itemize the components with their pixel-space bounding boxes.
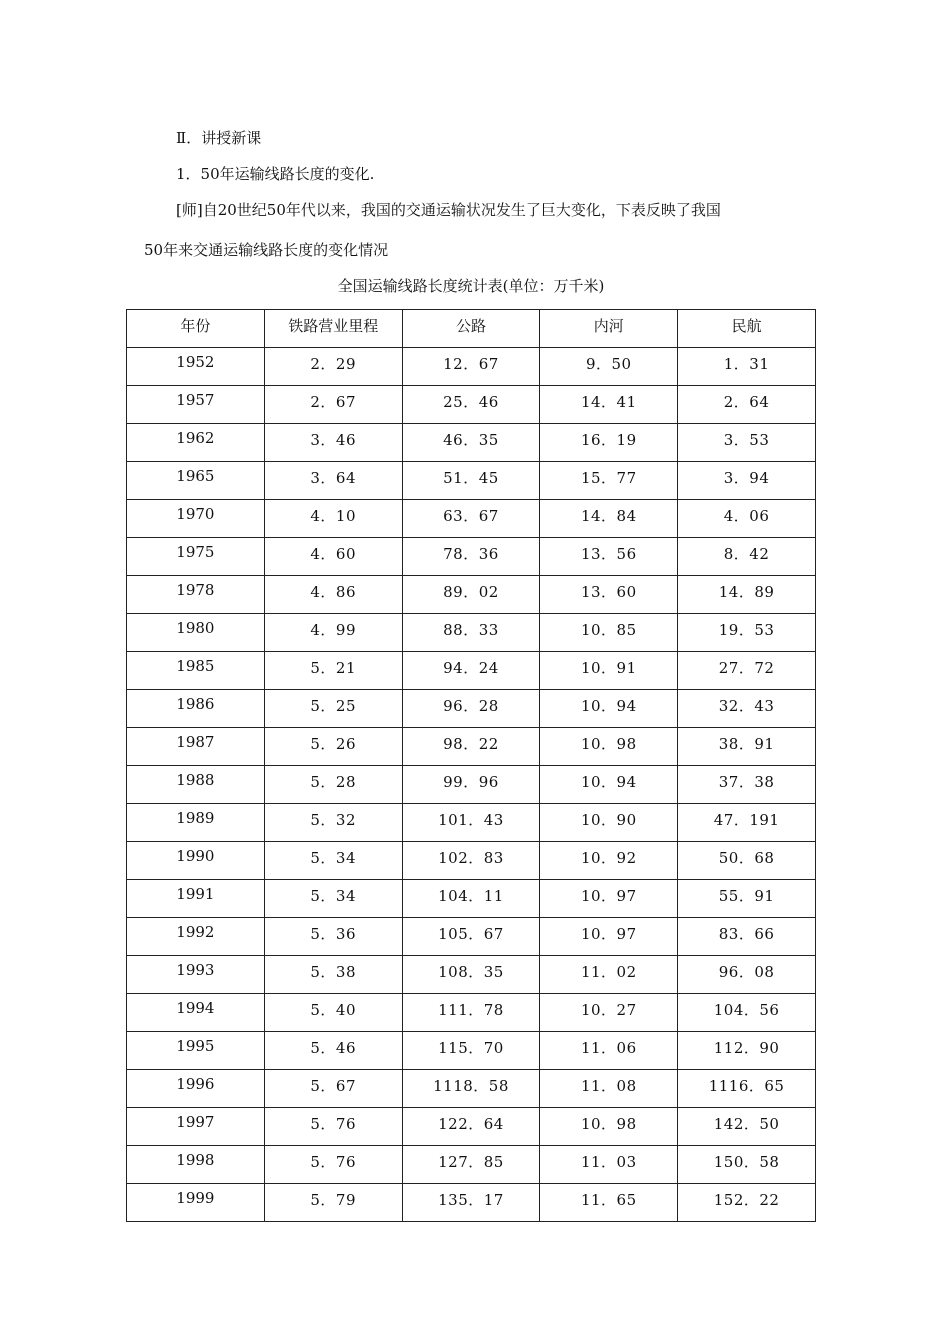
header-year: 年份 xyxy=(127,310,265,348)
highway-cell: 96．28 xyxy=(402,690,540,728)
inland-river-cell: 10．94 xyxy=(540,766,678,804)
civil-aviation-cell: 112．90 xyxy=(678,1032,816,1070)
table-body xyxy=(127,348,816,1222)
year-cell: 1980 xyxy=(127,614,265,652)
header-row xyxy=(127,310,816,348)
inland-river-cell: 13．60 xyxy=(540,576,678,614)
highway-cell: 12．67 xyxy=(402,348,540,386)
year-cell: 1997 xyxy=(127,1108,265,1146)
year-cell: 1957 xyxy=(127,386,265,424)
civil-aviation-cell: 55．91 xyxy=(678,880,816,918)
table-row xyxy=(127,424,816,462)
inland-river-cell: 15．77 xyxy=(540,462,678,500)
inland-river-cell: 10．97 xyxy=(540,880,678,918)
table-row xyxy=(127,652,816,690)
paragraph-line-2: 50年来交通运输线路长度的变化情况 xyxy=(144,241,389,259)
inland-river-cell: 9．50 xyxy=(540,348,678,386)
table-row xyxy=(127,804,816,842)
railway-cell: 5．79 xyxy=(264,1184,402,1222)
civil-aviation-cell: 27．72 xyxy=(678,652,816,690)
year-cell: 1952 xyxy=(127,348,265,386)
railway-cell: 5．76 xyxy=(264,1108,402,1146)
year-cell: 1992 xyxy=(127,918,265,956)
civil-aviation-cell: 150．58 xyxy=(678,1146,816,1184)
civil-aviation-cell: 19．53 xyxy=(678,614,816,652)
inland-river-cell: 10．27 xyxy=(540,994,678,1032)
inland-river-cell: 11．08 xyxy=(540,1070,678,1108)
inland-river-cell: 11．02 xyxy=(540,956,678,994)
highway-cell: 115．70 xyxy=(402,1032,540,1070)
year-cell: 1970 xyxy=(127,500,265,538)
civil-aviation-cell: 83．66 xyxy=(678,918,816,956)
table-row xyxy=(127,500,816,538)
civil-aviation-cell: 8．42 xyxy=(678,538,816,576)
table-row xyxy=(127,348,816,386)
civil-aviation-cell: 38．91 xyxy=(678,728,816,766)
inland-river-cell: 11．03 xyxy=(540,1146,678,1184)
year-cell: 1993 xyxy=(127,956,265,994)
railway-cell: 5．26 xyxy=(264,728,402,766)
inland-river-cell: 10．98 xyxy=(540,728,678,766)
inland-river-cell: 10．91 xyxy=(540,652,678,690)
inland-river-cell: 14．84 xyxy=(540,500,678,538)
highway-cell: 135．17 xyxy=(402,1184,540,1222)
railway-cell: 3．46 xyxy=(264,424,402,462)
railway-cell: 5．34 xyxy=(264,880,402,918)
highway-cell: 105．67 xyxy=(402,918,540,956)
table-row xyxy=(127,614,816,652)
highway-cell: 88．33 xyxy=(402,614,540,652)
year-cell: 1986 xyxy=(127,690,265,728)
inland-river-cell: 11．06 xyxy=(540,1032,678,1070)
year-cell: 1999 xyxy=(127,1184,265,1222)
table-header xyxy=(127,310,816,348)
year-cell: 1988 xyxy=(127,766,265,804)
subsection-heading: 1．50年运输线路长度的变化. xyxy=(176,165,375,183)
year-cell: 1998 xyxy=(127,1146,265,1184)
transport-length-table xyxy=(126,309,816,1222)
railway-cell: 5．36 xyxy=(264,918,402,956)
civil-aviation-cell: 50．68 xyxy=(678,842,816,880)
highway-cell: 63．67 xyxy=(402,500,540,538)
railway-cell: 5．76 xyxy=(264,1146,402,1184)
inland-river-cell: 10．90 xyxy=(540,804,678,842)
civil-aviation-cell: 32．43 xyxy=(678,690,816,728)
railway-cell: 4．10 xyxy=(264,500,402,538)
highway-cell: 122．64 xyxy=(402,1108,540,1146)
table-row xyxy=(127,386,816,424)
table-row xyxy=(127,728,816,766)
railway-cell: 4．86 xyxy=(264,576,402,614)
year-cell: 1978 xyxy=(127,576,265,614)
civil-aviation-cell: 4．06 xyxy=(678,500,816,538)
civil-aviation-cell: 96．08 xyxy=(678,956,816,994)
table-row xyxy=(127,1108,816,1146)
highway-cell: 78．36 xyxy=(402,538,540,576)
year-cell: 1987 xyxy=(127,728,265,766)
table-row xyxy=(127,880,816,918)
railway-cell: 2．29 xyxy=(264,348,402,386)
table-row xyxy=(127,1184,816,1222)
header-highway: 公路 xyxy=(402,310,540,348)
inland-river-cell: 11．65 xyxy=(540,1184,678,1222)
table-row xyxy=(127,842,816,880)
year-cell: 1994 xyxy=(127,994,265,1032)
highway-cell: 51．45 xyxy=(402,462,540,500)
highway-cell: 104．11 xyxy=(402,880,540,918)
highway-cell: 94．24 xyxy=(402,652,540,690)
table-caption: 全国运输线路长度统计表(单位：万千米) xyxy=(337,277,605,295)
inland-river-cell: 13．56 xyxy=(540,538,678,576)
railway-cell: 5．25 xyxy=(264,690,402,728)
table-row xyxy=(127,1032,816,1070)
railway-cell: 5．34 xyxy=(264,842,402,880)
table-row xyxy=(127,462,816,500)
table-row xyxy=(127,766,816,804)
table-row xyxy=(127,690,816,728)
table-row xyxy=(127,994,816,1032)
table-row xyxy=(127,1070,816,1108)
railway-cell: 5．46 xyxy=(264,1032,402,1070)
inland-river-cell: 14．41 xyxy=(540,386,678,424)
highway-cell: 127．85 xyxy=(402,1146,540,1184)
civil-aviation-cell: 1116．65 xyxy=(678,1070,816,1108)
highway-cell: 108．35 xyxy=(402,956,540,994)
highway-cell: 101．43 xyxy=(402,804,540,842)
header-inland-river: 内河 xyxy=(540,310,678,348)
paragraph-line-1: [师]自20世纪50年代以来，我国的交通运输状况发生了巨大变化，下表反映了我国 xyxy=(176,201,721,219)
civil-aviation-cell: 2．64 xyxy=(678,386,816,424)
year-cell: 1995 xyxy=(127,1032,265,1070)
civil-aviation-cell: 152．22 xyxy=(678,1184,816,1222)
year-cell: 1991 xyxy=(127,880,265,918)
railway-cell: 4．99 xyxy=(264,614,402,652)
inland-river-cell: 10．97 xyxy=(540,918,678,956)
table-row xyxy=(127,956,816,994)
highway-cell: 99．96 xyxy=(402,766,540,804)
inland-river-cell: 10．94 xyxy=(540,690,678,728)
year-cell: 1962 xyxy=(127,424,265,462)
railway-cell: 2．67 xyxy=(264,386,402,424)
year-cell: 1985 xyxy=(127,652,265,690)
civil-aviation-cell: 47．191 xyxy=(678,804,816,842)
highway-cell: 111．78 xyxy=(402,994,540,1032)
civil-aviation-cell: 37．38 xyxy=(678,766,816,804)
table-row xyxy=(127,576,816,614)
header-railway: 铁路营业里程 xyxy=(264,310,402,348)
highway-cell: 102．83 xyxy=(402,842,540,880)
inland-river-cell: 10．85 xyxy=(540,614,678,652)
civil-aviation-cell: 3．94 xyxy=(678,462,816,500)
table-row xyxy=(127,1146,816,1184)
table-row xyxy=(127,918,816,956)
year-cell: 1989 xyxy=(127,804,265,842)
railway-cell: 4．60 xyxy=(264,538,402,576)
civil-aviation-cell: 104．56 xyxy=(678,994,816,1032)
year-cell: 1965 xyxy=(127,462,265,500)
highway-cell: 89．02 xyxy=(402,576,540,614)
inland-river-cell: 10．92 xyxy=(540,842,678,880)
section-heading: Ⅱ．讲授新课 xyxy=(176,129,262,147)
railway-cell: 3．64 xyxy=(264,462,402,500)
railway-cell: 5．28 xyxy=(264,766,402,804)
highway-cell: 98．22 xyxy=(402,728,540,766)
year-cell: 1990 xyxy=(127,842,265,880)
railway-cell: 5．38 xyxy=(264,956,402,994)
year-cell: 1975 xyxy=(127,538,265,576)
highway-cell: 25．46 xyxy=(402,386,540,424)
railway-cell: 5．67 xyxy=(264,1070,402,1108)
railway-cell: 5．21 xyxy=(264,652,402,690)
civil-aviation-cell: 1．31 xyxy=(678,348,816,386)
highway-cell: 1118．58 xyxy=(402,1070,540,1108)
railway-cell: 5．32 xyxy=(264,804,402,842)
railway-cell: 5．40 xyxy=(264,994,402,1032)
highway-cell: 46．35 xyxy=(402,424,540,462)
inland-river-cell: 10．98 xyxy=(540,1108,678,1146)
civil-aviation-cell: 14．89 xyxy=(678,576,816,614)
inland-river-cell: 16．19 xyxy=(540,424,678,462)
civil-aviation-cell: 142．50 xyxy=(678,1108,816,1146)
civil-aviation-cell: 3．53 xyxy=(678,424,816,462)
header-civil-aviation: 民航 xyxy=(678,310,816,348)
year-cell: 1996 xyxy=(127,1070,265,1108)
table-row xyxy=(127,538,816,576)
